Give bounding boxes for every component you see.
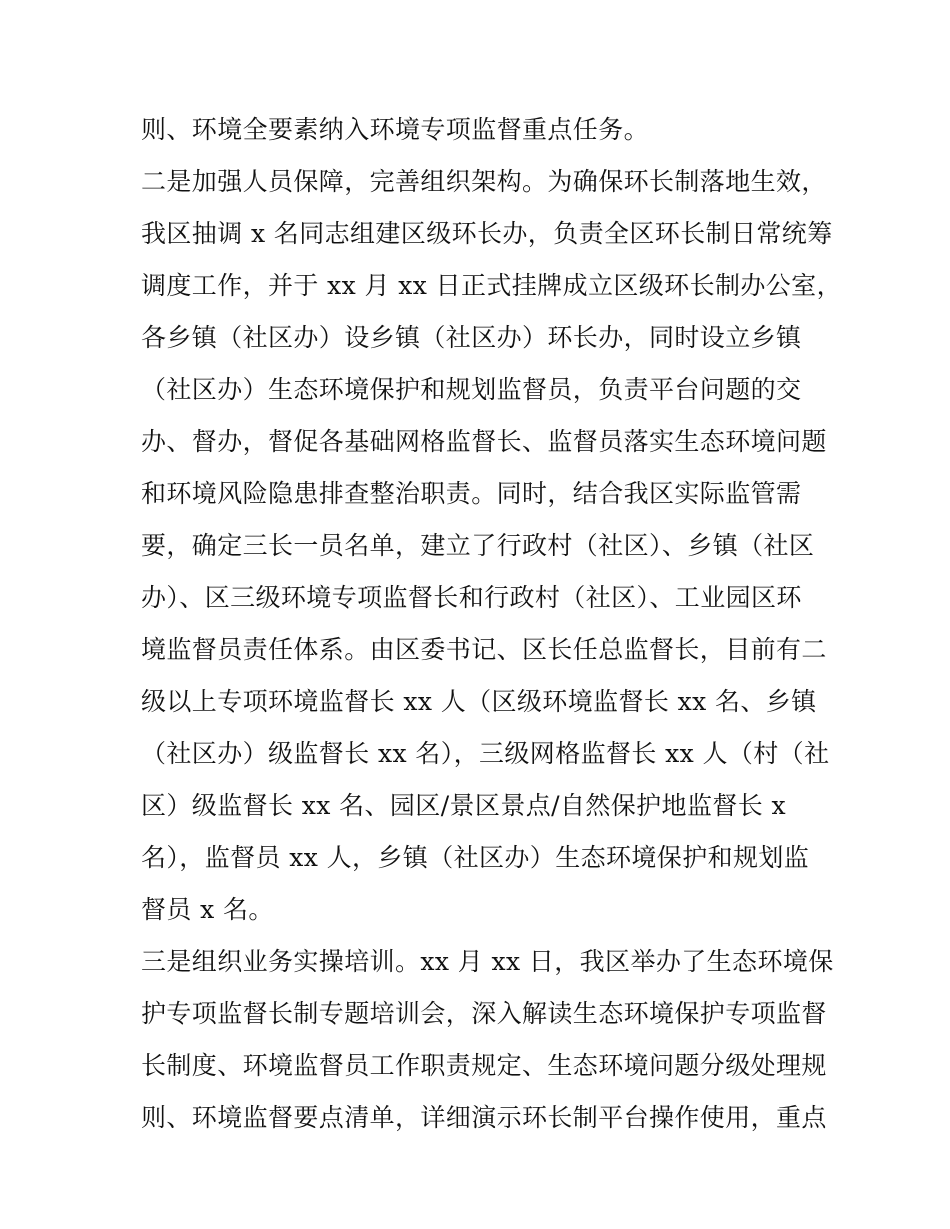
text-line: 办）、区三级环境专项监督长和行政村（社区）、工业园区环 (141, 583, 802, 612)
text-line: 名），监督员 xx 人，乡镇（社区办）生态环境保护和规划监 (141, 843, 810, 872)
text-line: 区）级监督长 xx 名、园区/景区景点/自然保护地监督长 x (141, 791, 786, 820)
text-line: 则、环境全要素纳入环境专项监督重点任务。 (141, 115, 650, 144)
text-line: 境监督员责任体系。由区委书记、区长任总监督长，目前有二 (141, 635, 827, 664)
text-line: 办、督办，督促各基础网格监督长、监督员落实生态环境问题 (141, 427, 827, 456)
text-line: 三是组织业务实操培训。xx 月 xx 日，我区举办了生态环境保 (141, 947, 834, 976)
text-line: （社区办）生态环境保护和规划监督员，负责平台问题的交 (141, 375, 802, 404)
text-line: 我区抽调 x 名同志组建区级环长办，负责全区环长制日常统筹 (141, 219, 833, 248)
text-line: 和环境风险隐患排查整治职责。同时，结合我区实际监管需 (141, 479, 802, 508)
text-line: 则、环境监督要点清单，详细演示环长制平台操作使用，重点 (141, 1103, 827, 1132)
text-line: 护专项监督长制专题培训会，深入解读生态环境保护专项监督 (141, 999, 827, 1028)
text-line: 级以上专项环境监督长 xx 人（区级环境监督长 xx 名、乡镇 (141, 687, 817, 716)
text-line: 调度工作，并于 xx 月 xx 日正式挂牌成立区级环长制办公室， (141, 271, 842, 300)
text-line: 要，确定三长一员名单，建立了行政村（社区）、乡镇（社区 (141, 531, 815, 560)
text-line: 长制度、环境监督员工作职责规定、生态环境问题分级处理规 (141, 1051, 827, 1080)
text-line: 二是加强人员保障，完善组织架构。为确保环长制落地生效， (141, 167, 827, 196)
text-line: （社区办）级监督长 xx 名），三级网格监督长 xx 人（村（社 (141, 739, 830, 768)
text-line: 督员 x 名。 (141, 895, 274, 924)
document-body (141, 104, 842, 1144)
text-line: 各乡镇（社区办）设乡镇（社区办）环长办，同时设立乡镇 (141, 323, 802, 352)
